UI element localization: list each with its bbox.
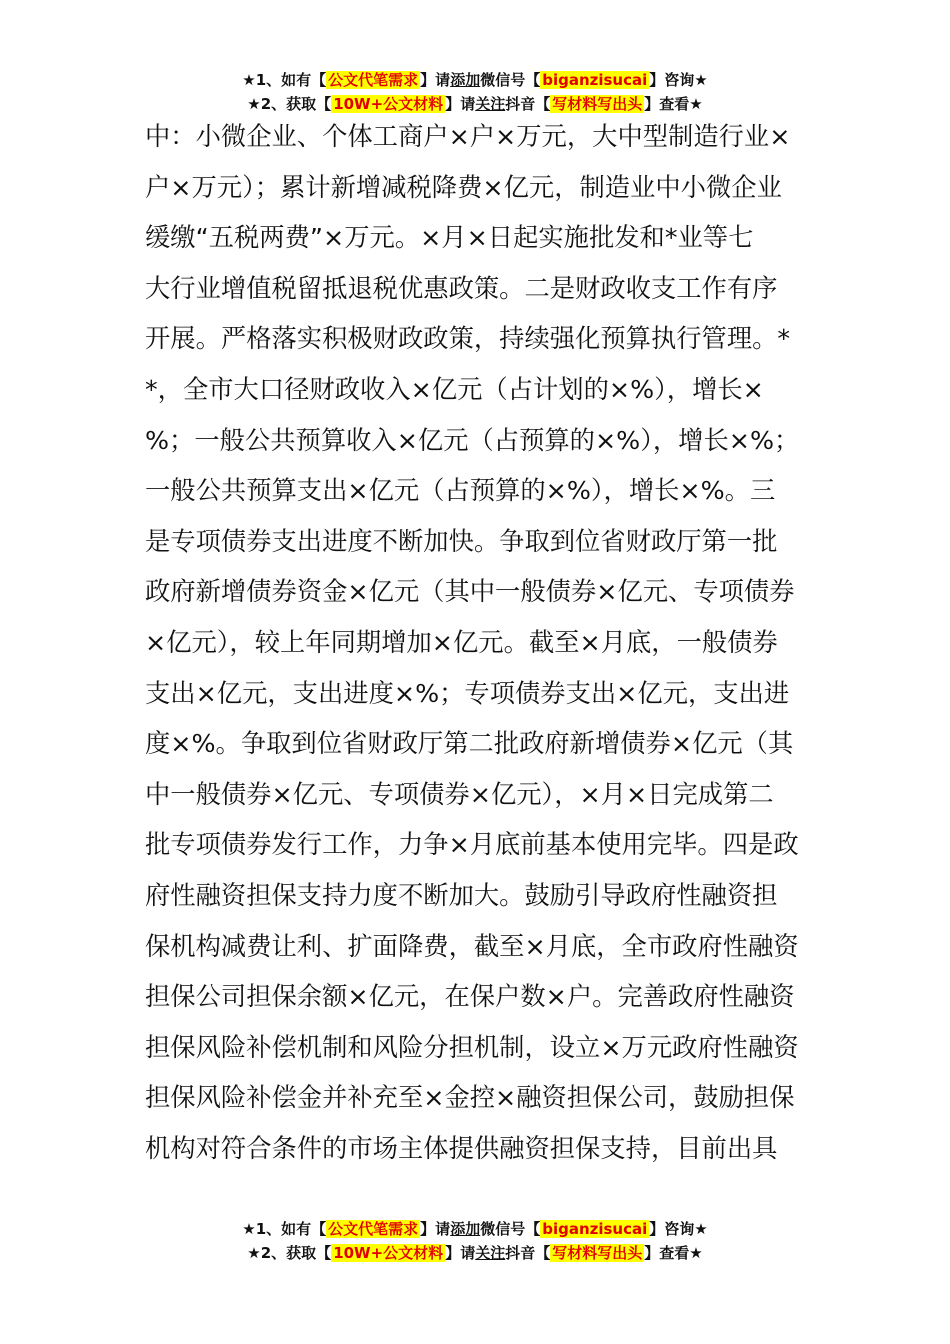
body-line: 中：小微企业、个体工商户×户×万元，大中型制造行业×	[145, 122, 791, 151]
banner-line-1	[0, 68, 950, 92]
body-line: 政府新增债券资金×亿元（其中一般债券×亿元、专项债券	[145, 577, 795, 607]
banner-text: 】查看★	[644, 1244, 703, 1262]
highlight-tag: 10W+公文材料	[333, 95, 444, 113]
body-line: 保机构减费让利、扩面降费，截至×月底，全市政府性融资	[145, 931, 799, 961]
banner-text: 】咨询★	[649, 71, 708, 89]
highlight-tag: 写材料写出头	[552, 95, 643, 113]
banner-line-2	[0, 1241, 950, 1265]
body-line: 担保风险补偿机制和风险分担机制，设立×万元政府性融资	[145, 1032, 799, 1062]
body-line: 担保风险补偿金并补充至×金控×融资担保公司，鼓励担保	[145, 1083, 795, 1113]
body-line: 中一般债券×亿元、专项债券×亿元），×月×日完成第二	[145, 779, 774, 809]
banner-text: ★1、如有【	[242, 71, 327, 89]
banner-text: 】请	[445, 95, 476, 113]
emphasis-text: 添加	[450, 71, 481, 89]
banner-text: ★2、获取【	[247, 1244, 332, 1262]
header-banner	[0, 68, 950, 116]
highlight-tag: biganzisucai	[542, 1220, 648, 1238]
body-line: 一般公共预算支出×亿元（占预算的×%），增长×%。三	[145, 476, 776, 506]
footer-banner	[0, 1217, 950, 1265]
body-line: 大行业增值税留抵退税优惠政策。二是财政收支工作有序	[145, 273, 778, 303]
banner-text: 】查看★	[644, 95, 703, 113]
banner-line-1	[0, 1217, 950, 1241]
banner-text: 微信号【	[480, 1220, 541, 1238]
body-line: 府性融资担保支持力度不断加大。鼓励引导政府性融资担	[145, 880, 778, 910]
body-line: ×亿元），较上年同期增加×亿元。截至×月底，一般债券	[145, 627, 778, 657]
banner-text: 抖音【	[505, 1244, 551, 1262]
highlight-tag: biganzisucai	[542, 71, 648, 89]
body-line: 批专项债券发行工作，力争×月底前基本使用完毕。四是政	[145, 830, 799, 860]
banner-text: 】请	[420, 71, 451, 89]
highlight-tag: 公文代笔需求	[328, 1220, 419, 1238]
body-line: 度×%。争取到位省财政厅第二批政府新增债券×亿元（其	[145, 729, 794, 759]
body-line: 户×万元）；累计新增减税降费×亿元，制造业中小微企业	[145, 172, 782, 202]
banner-text: 】咨询★	[649, 1220, 708, 1238]
body-line: 开展。严格落实积极财政政策，持续强化预算执行管理。*	[145, 324, 791, 354]
body-line: %；一般公共预算收入×亿元（占预算的×%），增长×%；	[145, 425, 800, 455]
highlight-tag: 写材料写出头	[552, 1244, 643, 1262]
banner-text: 微信号【	[480, 71, 541, 89]
highlight-tag: 公文代笔需求	[328, 71, 419, 89]
banner-text: ★1、如有【	[242, 1220, 327, 1238]
body-line: 是专项债券支出进度不断加快。争取到位省财政厅第一批	[145, 526, 778, 556]
banner-text: ★2、获取【	[247, 95, 332, 113]
document-body	[145, 112, 815, 1174]
body-line: 机构对符合条件的市场主体提供融资担保支持，目前出具	[145, 1133, 778, 1163]
emphasis-text: 关注	[475, 95, 506, 113]
highlight-tag: 10W+公文材料	[333, 1244, 444, 1262]
body-line: 支出×亿元，支出进度×%；专项债券支出×亿元，支出进	[145, 678, 790, 708]
emphasis-text: 关注	[475, 1244, 506, 1262]
banner-text: 抖音【	[505, 95, 551, 113]
banner-text: 】请	[445, 1244, 476, 1262]
emphasis-text: 添加	[450, 1220, 481, 1238]
body-line: *，全市大口径财政收入×亿元（占计划的×%），增长×	[145, 374, 764, 404]
body-line: 担保公司担保余额×亿元，在保户数×户。完善政府性融资	[145, 982, 795, 1012]
body-line: 缓缴“五税两费”×万元。×月×日起实施批发和*业等七	[145, 223, 754, 253]
banner-text: 】请	[420, 1220, 451, 1238]
